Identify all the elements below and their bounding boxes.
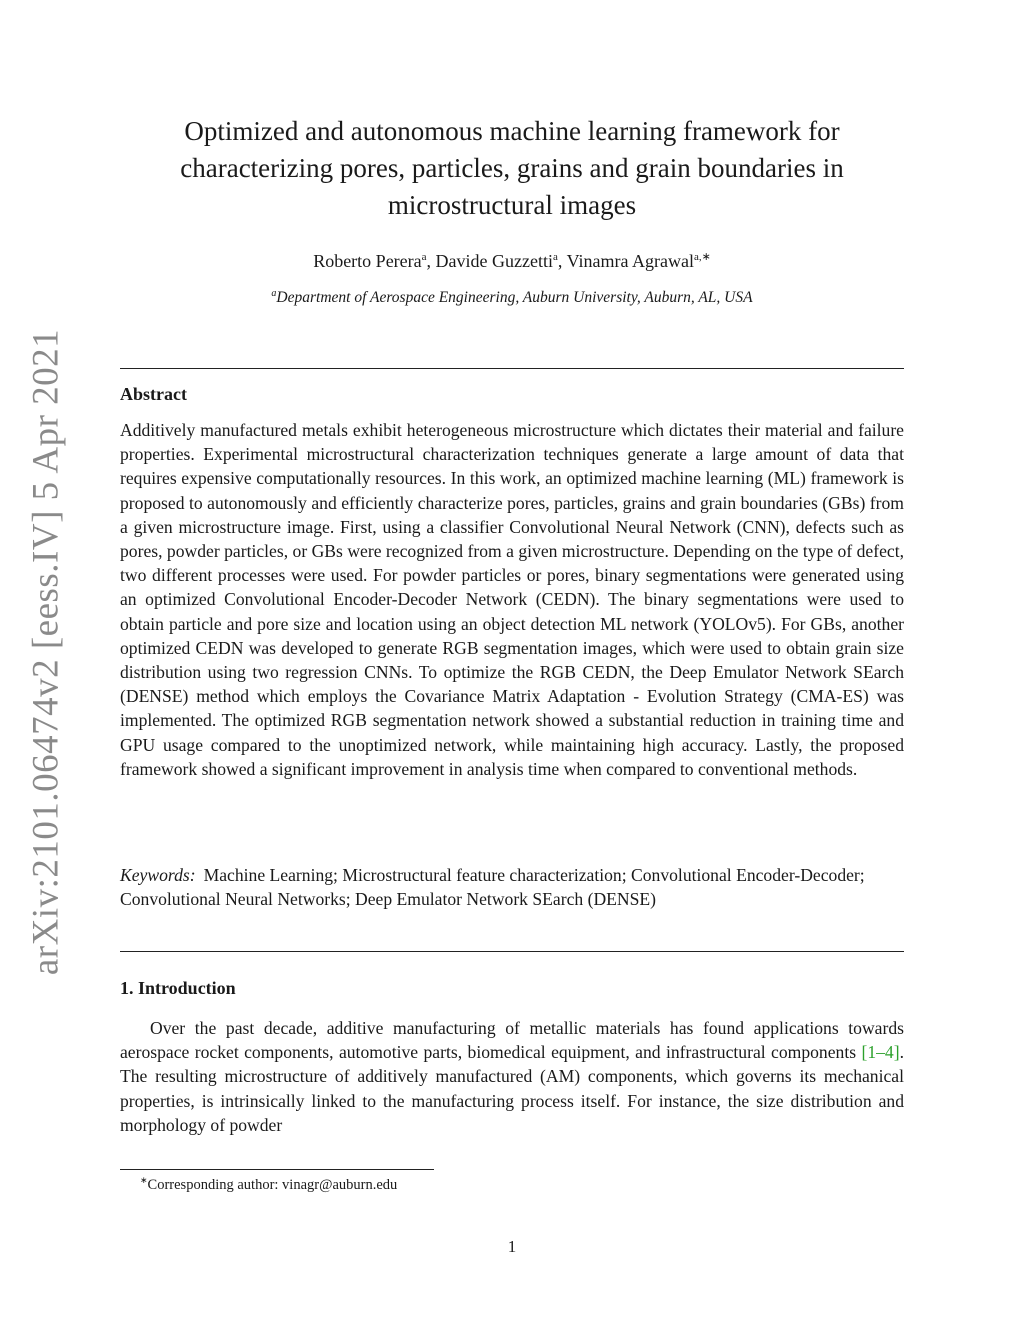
footnote-text: Corresponding author: vinagr@auburn.edu <box>147 1176 398 1193</box>
footnote-rule <box>120 1169 434 1170</box>
keywords-label: Keywords: <box>120 865 196 885</box>
page-number: 1 <box>507 1237 517 1256</box>
author-name: Davide Guzzetti <box>435 251 553 271</box>
footnote-mark: ∗ <box>140 1175 148 1185</box>
introduction-text <box>120 1016 904 1137</box>
author-affiliation-mark: a,∗ <box>693 251 711 263</box>
paper-title: Optimized and autonomous machine learning framework for characterizing pores, particles, grains and grain boundaries in microstructural images <box>180 116 844 220</box>
keywords <box>120 863 880 911</box>
footnote <box>140 1175 397 1194</box>
affiliation <box>120 288 904 307</box>
affiliation-text: Department of Aerospace Engineering, Auburn University, Auburn, AL, USA <box>276 289 753 307</box>
section-heading-introduction: 1. Introduction <box>120 978 236 998</box>
author-name: Vinamra Agrawal <box>566 251 694 271</box>
abstract-text: Additively manufactured metals exhibit heterogeneous microstructure which dictates their material and failure properties. Experimental microstructural characterization techniques generate a large amount of data that requires expensive computationally resources. In this work, an optimized machine learning (ML) framework is proposed to autonomously and efficiently characterize pores, particles, grains and grain boundaries (GBs) from a given microstructure image. First, using a classifier Convolutional Neural Network (CNN), defects such as pores, powder particles, or GBs were recognized from a given microstructure. Depending on the type of defect, two different processes were used. For powder particles or pores, binary segmentations were generated using an optimized Convolutional Encoder-Decoder Network (CEDN). The binary segmentations were used to obtain particle and pore size and location using an object detection ML network (YOLOv5). For GBs, another optimized CEDN was developed to generate RGB segmentation images, which were used to obtain grain size distribution using two regression CNNs. To optimize the RGB CEDN, the Deep Emulator Network SEarch (DENSE) method which employs the Covariance Matrix Adaptation - Evolution Strategy (CMA-ES) was implemented. The optimized RGB segmentation network showed a substantial reduction in training time and GPU usage compared to the unoptimized network, while maintaining high accuracy. Lastly, the proposed framework showed a significant improvement in analysis time when compared to conventional methods. <box>120 420 904 779</box>
author-affiliation-mark: a <box>553 251 558 263</box>
keywords-text: Machine Learning; Microstructural feature characterization; Convolutional Encoder-Decoder; Convolutional Neural Networks; Deep Emulator Network SEarch (DENSE) <box>120 865 865 910</box>
abstract-heading: Abstract <box>120 384 187 404</box>
author-list: Roberto Perera$^a$, Davide Guzzetti$^a$, Vinamra Agrawal$^{a,∗}$ <box>313 251 711 271</box>
abstract-bottom-rule <box>120 951 904 952</box>
affiliation-mark: a <box>271 288 277 299</box>
intro-text-after: . The resulting microstructure of additively manufactured (AM) components, which governs its mechanical properties, is intrinsically linked to the manufacturing process itself. For instance, the size distribution and morphology of powder <box>120 1042 904 1135</box>
abstract-top-rule <box>120 368 904 369</box>
author-affiliation-mark: a <box>421 251 427 263</box>
citation-link[interactable]: [1–4] <box>861 1042 900 1063</box>
arxiv-identifier-stamp: arXiv:2101.06474v2 [eess.IV] 5 Apr 2021 <box>25 328 67 976</box>
intro-text-before: Over the past decade, additive manufacturing of metallic materials has found applications towards aerospace rocket components, automotive parts, biomedical equipment, and infrastructural components <box>120 1018 904 1063</box>
author-name: Roberto Perera <box>313 251 422 271</box>
